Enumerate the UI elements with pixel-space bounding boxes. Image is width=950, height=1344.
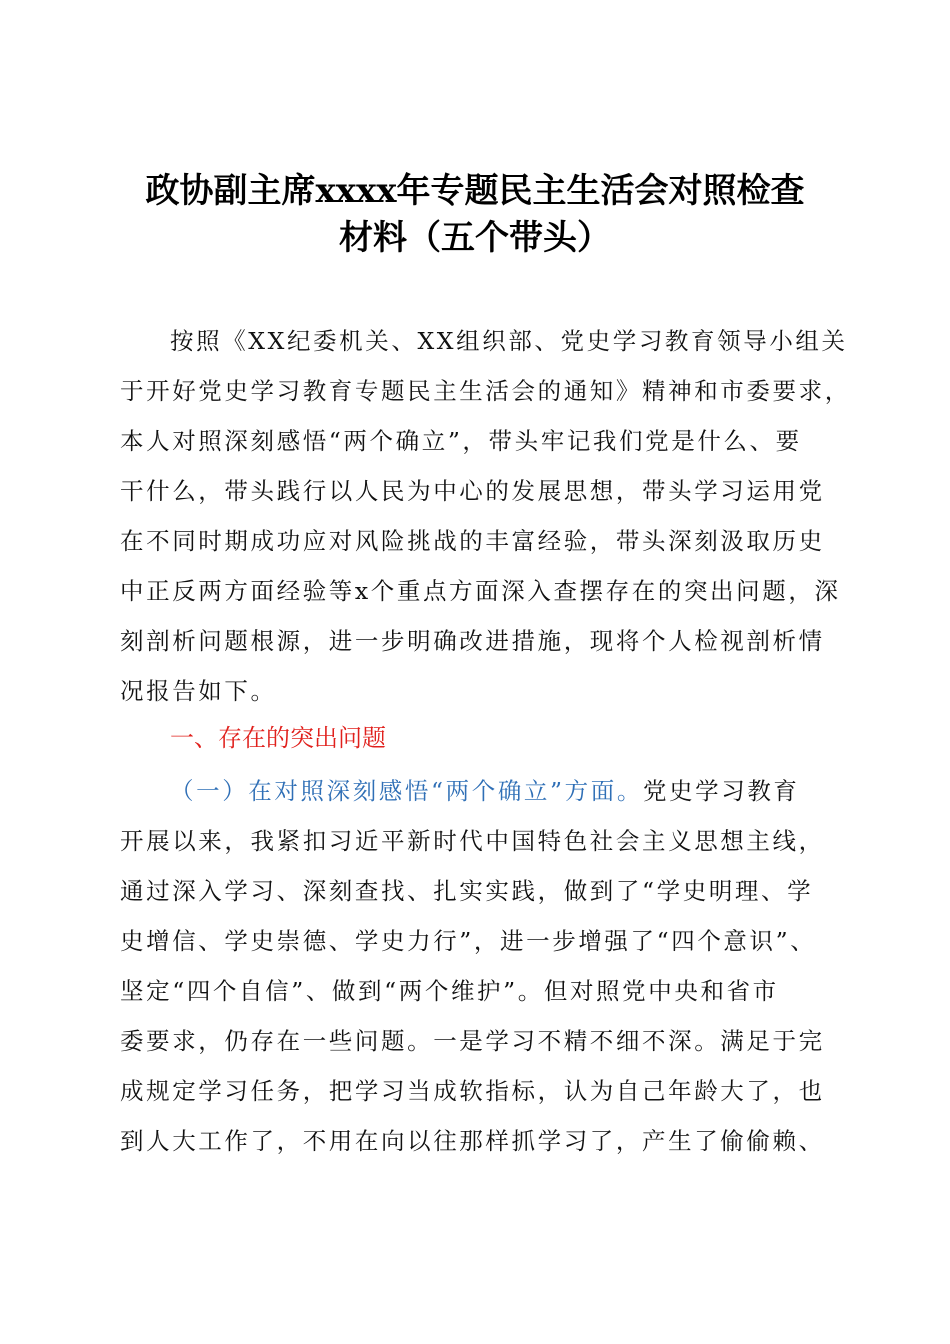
intro-paragraph-line: 干什么，带头践行以人民为中心的发展思想，带头学习运用党	[120, 477, 825, 505]
intro-paragraph-line: 本人对照深刻感悟“两个确立”，带头牢记我们党是什么、要	[120, 427, 802, 455]
body-paragraph-line: 委要求，仍存在一些问题。一是学习不精不细不深。满足于完	[120, 1027, 825, 1055]
body-paragraph-line: 史增信、学史崇德、学史力行”，进一步增强了“四个意识”、	[120, 927, 817, 955]
body-paragraph-line: 坚定“四个自信”、做到“两个维护”。但对照党中央和省市	[120, 977, 779, 1005]
intro-paragraph-line: 于开好党史学习教育专题民主生活会的通知》精神和市委要求，	[120, 377, 851, 405]
document-title-line-1: 政协副主席xxxx年专题民主生活会对照检查	[145, 171, 805, 211]
intro-paragraph-line: 中正反两方面经验等x个重点方面深入查摆存在的突出问题，深	[120, 577, 841, 605]
body-paragraph-line: 通过深入学习、深刻查找、扎实实践，做到了“学史明理、学	[120, 877, 814, 905]
intro-paragraph-line: 在不同时期成功应对风险挑战的丰富经验，带头深刻汲取历史	[120, 527, 825, 555]
body-paragraph-line: 开展以来，我紧扣习近平新时代中国特色社会主义思想主线，	[120, 827, 825, 855]
intro-paragraph-line: 况报告如下。	[120, 677, 277, 705]
body-paragraph-line: 成规定学习任务，把学习当成软指标，认为自己年龄大了，也	[120, 1077, 825, 1105]
subsection-heading: （一）在对照深刻感悟“两个确立”方面。	[170, 777, 643, 805]
intro-paragraph-line: 按照《XX纪委机关、XX组织部、党史学习教育领导小组关	[170, 327, 848, 355]
document-title-line-2: 材料（五个带头）	[339, 218, 611, 258]
intro-paragraph-line: 刻剖析问题根源，进一步明确改进措施，现将个人检视剖析情	[120, 627, 825, 655]
subsection-first-line	[170, 772, 800, 806]
body-paragraph-line: 到人大工作了，不用在向以往那样抓学习了，产生了偷偷赖、	[120, 1127, 825, 1155]
subsection-first-line-text: 党史学习教育	[642, 777, 800, 805]
section-heading: 一、存在的突出问题	[170, 724, 386, 752]
